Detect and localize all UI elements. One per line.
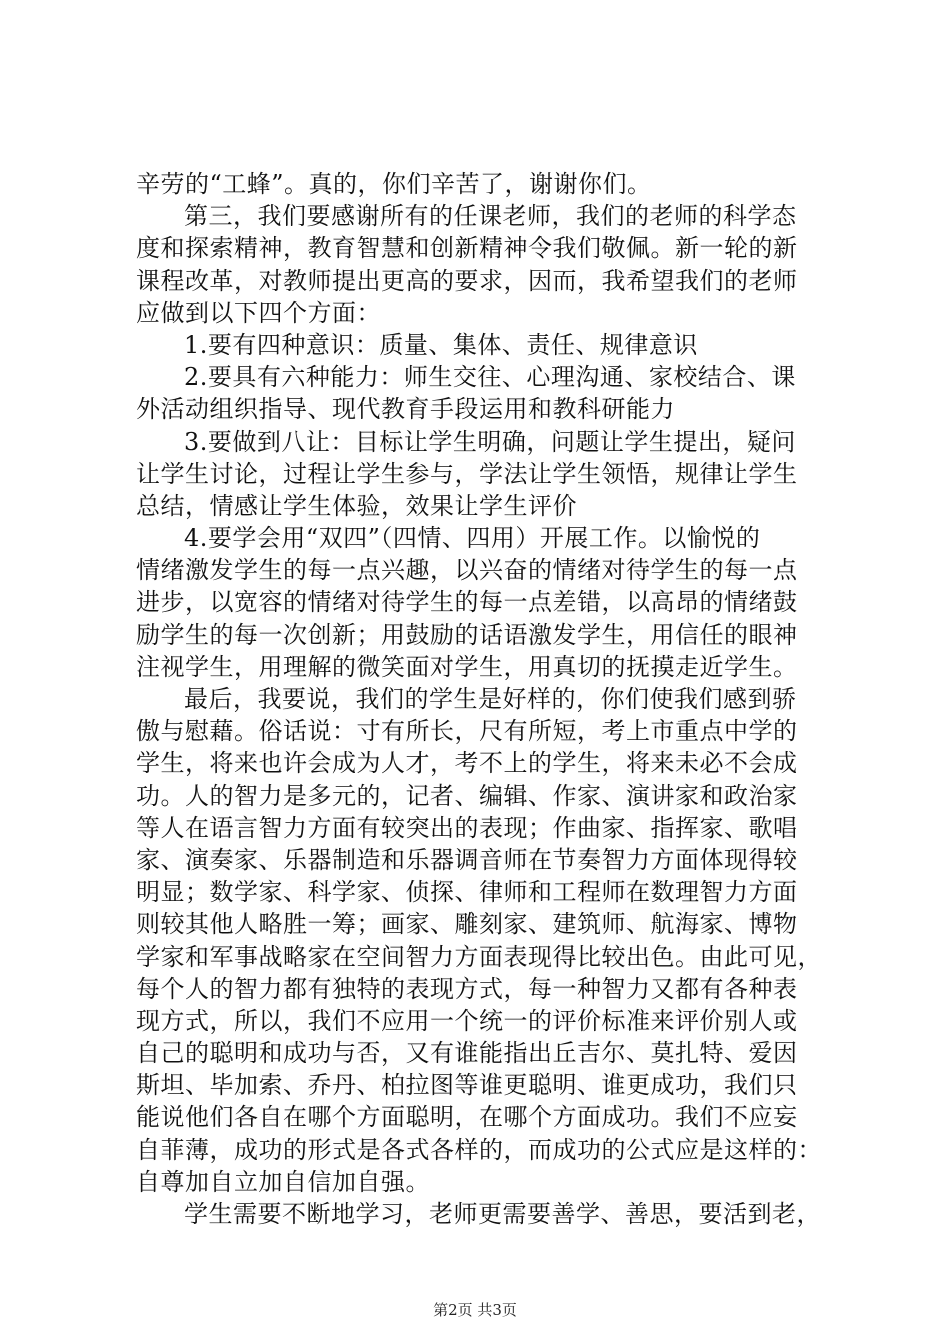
page-number: 第2页 共3页 [433, 1301, 517, 1319]
list-item-2: 2.要具有六种能力：师生交往、心理沟通、家校结合、课 [184, 363, 796, 392]
text-line: 课程改革，对教师提出更高的要求，因而，我希望我们的老师 [136, 266, 798, 295]
list-item-4: 4.要学会用“双四”（四情、四用）开展工作。以愉悦的 [184, 524, 761, 553]
text-line: 让学生讨论，过程让学生参与，学法让学生领悟，规律让学生 [136, 459, 798, 488]
text-line: 第三，我们要感谢所有的任课老师，我们的老师的科学态 [184, 202, 797, 231]
text-line: 学家和军事战略家在空间智力方面表现得比较出色。由此可见， [136, 942, 822, 971]
paragraph-start: 最后，我要说，我们的学生是好样的，你们使我们感到骄 [184, 685, 797, 713]
text-line: 总结，情感让学生体验，效果让学生评价 [136, 491, 577, 520]
text-line: 现方式，所以，我们不应用一个统一的评价标准来评价别人或 [136, 1006, 798, 1035]
text-line: 应做到以下四个方面： [136, 298, 381, 327]
text-line: 每个人的智力都有独特的表现方式，每一种智力又都有各种表 [136, 974, 798, 1003]
paragraph-start: 学生需要不断地学习，老师更需要善学、善思，要活到老， [184, 1200, 821, 1228]
text-line: 等人在语言智力方面有较突出的表现；作曲家、指挥家、歌唱 [136, 813, 798, 842]
text-line: 明显；数学家、科学家、侦探、律师和工程师在数理智力方面 [136, 878, 798, 907]
list-item-3: 3.要做到八让：目标让学生明确，问题让学生提出，疑问 [184, 427, 796, 456]
text-line: 注视学生，用理解的微笑面对学生，用真切的抚摸走近学生。 [136, 652, 798, 681]
text-line: 自菲薄，成功的形式是各式各样的，而成功的公式应是这样的： [136, 1135, 822, 1164]
text-line: 度和探索精神，教育智慧和创新精神令我们敬佩。新一轮的新 [136, 234, 798, 263]
text-line: 能说他们各自在哪个方面聪明，在哪个方面成功。我们不应妄 [136, 1103, 798, 1132]
document-body [136, 168, 826, 1230]
text-line: 学生，将来也许会成为人才，考不上的学生，将来未必不会成 [136, 749, 798, 778]
text-line: 励学生的每一次创新；用鼓励的话语激发学生，用信任的眼神 [136, 620, 798, 649]
text-line: 进步，以宽容的情绪对待学生的每一点差错，以高昂的情绪鼓 [136, 588, 798, 617]
text-line: 自己的聪明和成功与否，又有谁能指出丘吉尔、莫扎特、爱因 [136, 1039, 798, 1068]
text-line: 外活动组织指导、现代教育手段运用和教科研能力 [136, 395, 675, 424]
text-line: 家、演奏家、乐器制造和乐器调音师在节奏智力方面体现得较 [136, 845, 798, 874]
text-line: 则较其他人略胜一筹；画家、雕刻家、建筑师、航海家、博物 [136, 910, 798, 939]
text-line: 功。人的智力是多元的，记者、编辑、作家、演讲家和政治家 [136, 781, 798, 810]
text-line: 情绪激发学生的每一点兴趣，以兴奋的情绪对待学生的每一点 [136, 556, 798, 585]
text-line: 自尊加自立加自信加自强。 [136, 1167, 430, 1196]
text-line: 傲与慰藉。俗话说：寸有所长，尺有所短，考上市重点中学的 [136, 717, 798, 746]
page-footer [0, 1300, 950, 1320]
text-line: 斯坦、毕加索、乔丹、柏拉图等谁更聪明、谁更成功，我们只 [136, 1071, 798, 1100]
text-line: 辛劳的“工蜂”。真的，你们辛苦了，谢谢你们。 [136, 170, 652, 198]
list-item-1: 1.要有四种意识：质量、集体、责任、规律意识 [184, 330, 698, 359]
